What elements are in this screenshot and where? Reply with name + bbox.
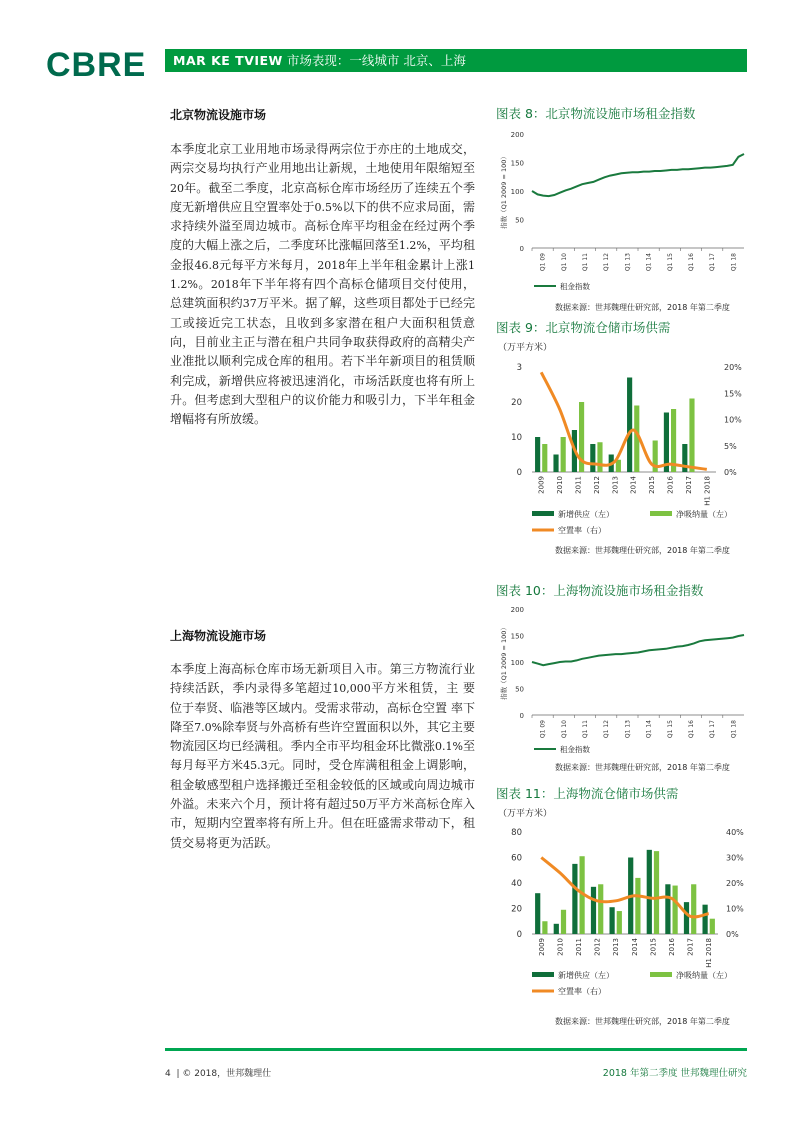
fig10-chart [496,603,752,758]
banner-prefix: MAR KE TVIEW [173,53,283,68]
y-left-tick-label: 40 [511,879,522,889]
bar-net-absorption [654,851,659,934]
bar-net-absorption [542,444,547,472]
x-tick-label: Q1 11 [582,253,589,272]
legend-swatch-net-absorption [650,511,672,516]
series-line-vacancy-rate [541,858,708,917]
y-tick-label: 200 [510,606,524,614]
cbre-logo: CBRE [46,46,147,84]
x-tick-label: 2017 [684,476,693,494]
bar-net-absorption [542,921,547,934]
bar-net-absorption [671,409,676,472]
x-tick-label: 2012 [592,476,601,494]
x-tick-label: 2016 [666,476,675,494]
bar-new-supply [627,378,632,473]
x-tick-label: Q1 18 [730,253,738,272]
bar-new-supply [684,902,689,934]
beijing-paragraph: 本季度北京工业用地市场录得两宗位于亦庄的土地成交，两宗交易均执行产业用地出让新规，土地使用年限缩短至20年。截至二季度，北京高标仓库市场经历了连续五个季度无新增供应且空置率处于0.5%以下的供不应求局面，需求持续外溢至周边城市。高标仓库平均租金在经过两个季度的大幅上涨之后，二季度环比涨幅回落至1.2%，平均租金报46.8元每平方米每月，2018年上半年租金累计上涨11.2%。2018年下半年将有四个高标仓储项目交付使用，总建筑面积约37万平米。据了解，这些项目都处于已经完工或接近完工状态，且收到多家潜在租户大面积租赁意向，目前业主正与潜在租户共同争取获得政府的高精尖产业准批以顺利完成仓库的租用。若下半年新项目的租赁顺利完成，新增供应将被迅速消化，市场活跃度也将有所上升。但考虑到大型租户的议价能力和吸引力，下半年租金增幅将有所放缓。 [170,142,475,427]
y-right-tick-label: 0% [726,930,739,939]
x-tick-label: Q1 11 [582,720,589,739]
banner-title: 市场表现：一线城市 北京、上海 [286,53,466,68]
fig8-title: 图表 8：北京物流设施市场租金指数 [496,106,696,121]
x-tick-label: 2013 [612,938,621,956]
fig11-title: 图表 11：上海物流仓储市场供需 [496,786,679,801]
bar-net-absorption [597,442,602,472]
legend-label-vacancy-rate: 空置率（右） [558,526,606,535]
fig10-source: 数据来源：世邦魏理仕研究部，2018 年第二季度 [555,763,730,772]
page-number: 4 [165,1069,171,1079]
x-tick-label: Q1 09 [539,720,547,739]
x-tick-label: 2009 [537,476,546,494]
y-left-tick-label: 60 [511,853,522,864]
y-left-tick-label: 20 [511,398,522,408]
x-tick-label: 2010 [556,938,565,956]
footer-left [165,1066,271,1079]
bar-net-absorption [710,919,715,934]
legend-label-rent-index: 租金指数 [560,745,590,754]
bar-new-supply [591,887,596,934]
series-line-rent-index [532,154,744,196]
x-tick-label: Q1 10 [560,253,568,272]
y-axis-title: 指数（Q1 2009 = 100） [500,624,508,700]
bar-new-supply [647,850,652,934]
series-line-rent-index [532,635,744,665]
bar-new-supply [665,884,670,934]
y-left-tick-label: 3 [516,363,522,373]
bar-new-supply [572,864,577,934]
y-tick-label: 200 [510,131,524,139]
bar-net-absorption [561,910,566,934]
x-tick-label: 2015 [648,476,657,494]
y-left-tick-label: 80 [511,828,522,838]
unit-label: （万平方米） [498,809,553,819]
bar-net-absorption [673,886,678,934]
beijing-heading: 北京物流设施市场 [170,108,267,122]
y-right-tick-label: 5% [724,441,737,451]
x-tick-label: Q1 17 [709,720,717,739]
x-tick-label: 2015 [649,938,658,956]
legend-label-net-absorption: 净吸纳量（左） [676,510,732,519]
legend-label-new-supply: 新增供应（左） [558,510,614,519]
bar-new-supply [609,907,614,934]
y-right-tick-label: 20% [724,363,742,372]
y-right-tick-label: 10% [726,904,744,914]
x-tick-label: Q1 17 [709,253,717,272]
bar-new-supply [535,893,540,934]
x-tick-label: Q1 12 [603,720,611,739]
y-left-tick-label: 20 [511,904,522,915]
x-tick-label: Q1 10 [560,720,568,739]
legend-swatch-net-absorption [650,972,672,977]
fig9-source: 数据来源：世邦魏理仕研究部，2018 年第二季度 [555,546,730,555]
x-tick-label: Q1 14 [645,253,653,272]
y-tick-label: 50 [515,685,524,694]
y-left-tick-label: 0 [516,468,522,478]
header-banner [165,49,747,72]
x-tick-label: Q1 14 [645,720,653,739]
y-right-tick-label: 15% [724,389,742,399]
x-tick-label: 2017 [686,938,695,956]
y-right-tick-label: 20% [726,879,744,888]
y-right-tick-label: 40% [726,828,744,837]
legend-label-net-absorption: 净吸纳量（左） [676,971,732,980]
legend-label-vacancy-rate: 空置率（右） [558,987,606,996]
fig9-chart [496,340,752,540]
y-tick-label: 150 [510,632,524,641]
fig8-chart [496,126,752,296]
x-tick-label: 2016 [668,938,676,956]
series-line-vacancy-rate [541,372,707,469]
x-tick-label: Q1 13 [624,253,632,272]
x-tick-label: 2011 [575,938,583,956]
x-tick-label: Q1 16 [688,253,695,272]
legend-label-rent-index: 租金指数 [560,282,590,291]
x-tick-label: Q1 12 [603,253,611,272]
x-tick-label: Q1 13 [624,720,632,739]
fig11-chart [496,806,752,1006]
y-tick-label: 150 [510,159,524,168]
legend-swatch-new-supply [532,511,554,516]
x-tick-label: 2009 [537,938,546,956]
fig11-source: 数据来源：世邦魏理仕研究部，2018 年第二季度 [555,1017,730,1026]
unit-label: （万平方米） [498,343,553,353]
y-right-tick-label: 30% [726,853,744,863]
bar-new-supply [702,905,707,934]
shanghai-paragraph: 本季度上海高标仓库市场无新项目入市。第三方物流行业持续活跃，季内录得多笔超过10,000平方米租赁，主 要位于奉贤、临港等区域内。受需求带动，高标仓空置 率下降至7.0%除奉贤与外高桥有些许空置面积以外，其它主要物流园区均已经满租。季内全市平均租金环比微涨0.1%至每月每平方米45.3元。同时，受仓库满租租金上调影响，租金敏感型租户选择搬迁至租金较低的区域或向周边城市外溢。未来六个月，预计将有超过50万平方米高标仓库入市，短期内空置率将有所上升。但在旺盛需求带动下，租赁交易将更为活跃。 [170,662,475,850]
bar-net-absorption [598,884,603,934]
footer-copyright: | © 2018，世邦魏理仕 [176,1069,272,1079]
x-tick-label: 2013 [611,476,620,494]
fig8-source: 数据来源：世邦魏理仕研究部，2018 年第二季度 [555,303,730,312]
x-tick-label: Q1 15 [666,253,674,272]
bar-new-supply [554,924,559,934]
x-tick-label: 2014 [630,938,639,956]
bar-net-absorption [617,911,622,934]
y-tick-label: 50 [515,216,524,225]
y-left-tick-label: 10 [511,433,522,443]
bar-net-absorption [561,437,566,472]
legend-swatch-new-supply [532,972,554,977]
y-right-tick-label: 0% [724,468,737,477]
x-tick-label: Q1 18 [730,720,738,739]
bar-new-supply [590,444,595,472]
x-tick-label: 2011 [574,476,583,494]
x-tick-label: Q1 16 [688,720,695,739]
y-tick-label: 100 [510,188,524,196]
x-tick-label: H1 2018 [705,938,714,968]
bar-net-absorption [691,884,696,934]
x-tick-label: 2014 [629,476,638,494]
bar-net-absorption [635,878,640,934]
footer-right: 2018 年第二季度 世邦魏理仕研究 [602,1068,747,1079]
y-tick-label: 0 [519,245,524,253]
legend-label-new-supply: 新增供应（左） [558,971,614,980]
x-tick-label: Q1 15 [666,720,674,739]
footer-rule [165,1048,747,1051]
y-tick-label: 0 [519,712,524,720]
bar-net-absorption [689,399,694,473]
x-tick-label: H1 2018 [703,476,712,506]
bar-new-supply [553,455,558,473]
fig9-title: 图表 9：北京物流仓储市场供需 [496,320,671,335]
y-left-tick-label: 0 [516,930,522,940]
y-tick-label: 100 [510,659,524,667]
x-tick-label: 2010 [556,476,565,494]
shanghai-heading: 上海物流设施市场 [170,629,267,643]
y-right-tick-label: 10% [724,415,742,425]
y-axis-title: 指数（Q1 2009 = 100） [500,153,508,229]
bar-new-supply [535,437,540,472]
fig10-title: 图表 10：上海物流设施市场租金指数 [496,583,704,598]
x-tick-label: 2012 [593,938,602,956]
x-tick-label: Q1 09 [539,253,547,272]
